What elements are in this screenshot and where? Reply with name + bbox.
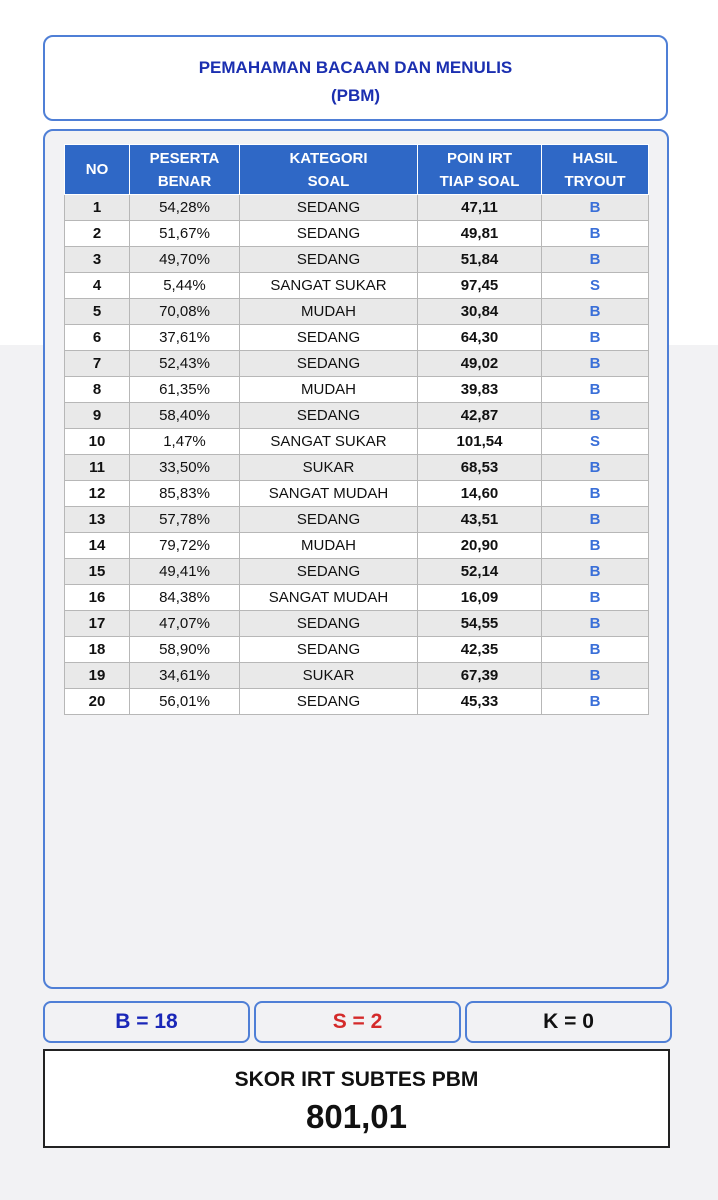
cell-kategori: SEDANG xyxy=(240,221,418,247)
table-row xyxy=(65,637,649,663)
cell-hasil: B xyxy=(542,507,649,533)
header-peserta-benar xyxy=(130,145,240,195)
cell-poin-irt: 64,30 xyxy=(418,325,542,351)
cell-no: 7 xyxy=(65,351,130,377)
table-row xyxy=(65,403,649,429)
cell-poin-irt: 47,11 xyxy=(418,195,542,221)
cell-hasil: B xyxy=(542,351,649,377)
header-hasil-tryout xyxy=(542,145,649,195)
cell-kategori: SEDANG xyxy=(240,247,418,273)
table-row xyxy=(65,273,649,299)
cell-peserta-benar: 51,67% xyxy=(130,221,240,247)
cell-poin-irt: 43,51 xyxy=(418,507,542,533)
cell-peserta-benar: 49,70% xyxy=(130,247,240,273)
cell-peserta-benar: 84,38% xyxy=(130,585,240,611)
cell-poin-irt: 51,84 xyxy=(418,247,542,273)
cell-no: 8 xyxy=(65,377,130,403)
cell-no: 17 xyxy=(65,611,130,637)
cell-peserta-benar: 58,90% xyxy=(130,637,240,663)
cell-kategori: MUDAH xyxy=(240,299,418,325)
cell-kategori: SANGAT SUKAR xyxy=(240,429,418,455)
cell-poin-irt: 39,83 xyxy=(418,377,542,403)
cell-no: 11 xyxy=(65,455,130,481)
cell-hasil: B xyxy=(542,325,649,351)
cell-peserta-benar: 34,61% xyxy=(130,663,240,689)
cell-peserta-benar: 85,83% xyxy=(130,481,240,507)
cell-no: 10 xyxy=(65,429,130,455)
cell-hasil: B xyxy=(542,377,649,403)
header-peserta-line2: BENAR xyxy=(157,172,212,190)
cell-poin-irt: 97,45 xyxy=(418,273,542,299)
cell-poin-irt: 101,54 xyxy=(418,429,542,455)
cell-no: 3 xyxy=(65,247,130,273)
header-hasil-line1: HASIL xyxy=(572,149,618,167)
score-value: 801,01 xyxy=(306,1098,407,1135)
table-row xyxy=(65,533,649,559)
cell-kategori: MUDAH xyxy=(240,533,418,559)
cell-poin-irt: 45,33 xyxy=(418,689,542,715)
cell-poin-irt: 68,53 xyxy=(418,455,542,481)
salah-count-badge: S = 2 xyxy=(254,1001,461,1043)
cell-kategori: SANGAT SUKAR xyxy=(240,273,418,299)
cell-hasil: B xyxy=(542,195,649,221)
cell-kategori: SEDANG xyxy=(240,195,418,221)
cell-hasil: B xyxy=(542,299,649,325)
cell-no: 13 xyxy=(65,507,130,533)
cell-kategori: SEDANG xyxy=(240,611,418,637)
header-poin-line2: TIAP SOAL xyxy=(439,172,520,190)
cell-peserta-benar: 61,35% xyxy=(130,377,240,403)
cell-poin-irt: 49,02 xyxy=(418,351,542,377)
table-row xyxy=(65,429,649,455)
table-header-row xyxy=(65,145,649,195)
cell-hasil: B xyxy=(542,455,649,481)
cell-no: 16 xyxy=(65,585,130,611)
table-row xyxy=(65,585,649,611)
cell-hasil: B xyxy=(542,403,649,429)
cell-no: 1 xyxy=(65,195,130,221)
cell-hasil: B xyxy=(542,559,649,585)
table-row xyxy=(65,299,649,325)
cell-peserta-benar: 56,01% xyxy=(130,689,240,715)
cell-poin-irt: 52,14 xyxy=(418,559,542,585)
table-row xyxy=(65,247,649,273)
cell-peserta-benar: 58,40% xyxy=(130,403,240,429)
cell-hasil: B xyxy=(542,533,649,559)
cell-no: 19 xyxy=(65,663,130,689)
table-row xyxy=(65,507,649,533)
cell-no: 20 xyxy=(65,689,130,715)
cell-peserta-benar: 70,08% xyxy=(130,299,240,325)
cell-no: 5 xyxy=(65,299,130,325)
table-row xyxy=(65,221,649,247)
cell-poin-irt: 42,35 xyxy=(418,637,542,663)
cell-hasil: B xyxy=(542,689,649,715)
title-panel xyxy=(43,35,668,121)
header-kategori-line1: KATEGORI xyxy=(289,149,368,167)
table-row xyxy=(65,325,649,351)
header-hasil-line2: TRYOUT xyxy=(564,172,626,190)
cell-kategori: SEDANG xyxy=(240,507,418,533)
table-row xyxy=(65,689,649,715)
cell-kategori: SEDANG xyxy=(240,403,418,429)
cell-no: 14 xyxy=(65,533,130,559)
cell-peserta-benar: 47,07% xyxy=(130,611,240,637)
cell-hasil: B xyxy=(542,611,649,637)
table-row xyxy=(65,481,649,507)
header-peserta-line1: PESERTA xyxy=(149,149,220,167)
cell-peserta-benar: 54,28% xyxy=(130,195,240,221)
cell-kategori: SUKAR xyxy=(240,663,418,689)
cell-peserta-benar: 5,44% xyxy=(130,273,240,299)
cell-hasil: B xyxy=(542,585,649,611)
cell-kategori: SUKAR xyxy=(240,455,418,481)
cell-no: 9 xyxy=(65,403,130,429)
cell-poin-irt: 54,55 xyxy=(418,611,542,637)
cell-poin-irt: 42,87 xyxy=(418,403,542,429)
score-label: SKOR IRT SUBTES PBM xyxy=(234,1068,479,1091)
results-table xyxy=(64,144,649,715)
cell-hasil: S xyxy=(542,429,649,455)
table-row xyxy=(65,611,649,637)
table-row xyxy=(65,455,649,481)
cell-kategori: SEDANG xyxy=(240,689,418,715)
table-row xyxy=(65,663,649,689)
score-panel xyxy=(43,1049,670,1148)
cell-hasil: B xyxy=(542,481,649,507)
cell-hasil: B xyxy=(542,247,649,273)
cell-no: 18 xyxy=(65,637,130,663)
cell-no: 12 xyxy=(65,481,130,507)
table-row xyxy=(65,377,649,403)
header-poin-line1: POIN IRT xyxy=(446,149,512,167)
cell-no: 15 xyxy=(65,559,130,585)
page-subtitle: (PBM) xyxy=(330,86,381,105)
cell-poin-irt: 14,60 xyxy=(418,481,542,507)
cell-no: 6 xyxy=(65,325,130,351)
cell-kategori: SANGAT MUDAH xyxy=(240,585,418,611)
cell-poin-irt: 30,84 xyxy=(418,299,542,325)
cell-hasil: S xyxy=(542,273,649,299)
cell-poin-irt: 20,90 xyxy=(418,533,542,559)
table-row xyxy=(65,351,649,377)
cell-kategori: SEDANG xyxy=(240,559,418,585)
cell-kategori: SEDANG xyxy=(240,351,418,377)
cell-kategori: MUDAH xyxy=(240,377,418,403)
cell-peserta-benar: 1,47% xyxy=(130,429,240,455)
cell-peserta-benar: 33,50% xyxy=(130,455,240,481)
cell-peserta-benar: 57,78% xyxy=(130,507,240,533)
cell-kategori: SEDANG xyxy=(240,637,418,663)
cell-peserta-benar: 49,41% xyxy=(130,559,240,585)
header-kategori-soal xyxy=(240,145,418,195)
cell-poin-irt: 67,39 xyxy=(418,663,542,689)
cell-poin-irt: 49,81 xyxy=(418,221,542,247)
cell-no: 4 xyxy=(65,273,130,299)
table-row xyxy=(65,195,649,221)
benar-count-badge: B = 18 xyxy=(43,1001,250,1043)
table-row xyxy=(65,559,649,585)
cell-poin-irt: 16,09 xyxy=(418,585,542,611)
cell-peserta-benar: 79,72% xyxy=(130,533,240,559)
cell-hasil: B xyxy=(542,221,649,247)
cell-kategori: SEDANG xyxy=(240,325,418,351)
header-no: NO xyxy=(65,145,130,195)
cell-peserta-benar: 52,43% xyxy=(130,351,240,377)
cell-hasil: B xyxy=(542,637,649,663)
table-body xyxy=(65,195,649,715)
header-kategori-line2: SOAL xyxy=(307,172,350,190)
cell-peserta-benar: 37,61% xyxy=(130,325,240,351)
page-title: PEMAHAMAN BACAAN DAN MENULIS xyxy=(198,58,513,77)
cell-no: 2 xyxy=(65,221,130,247)
kosong-count-badge: K = 0 xyxy=(465,1001,672,1043)
cell-hasil: B xyxy=(542,663,649,689)
header-poin-irt xyxy=(418,145,542,195)
cell-kategori: SANGAT MUDAH xyxy=(240,481,418,507)
